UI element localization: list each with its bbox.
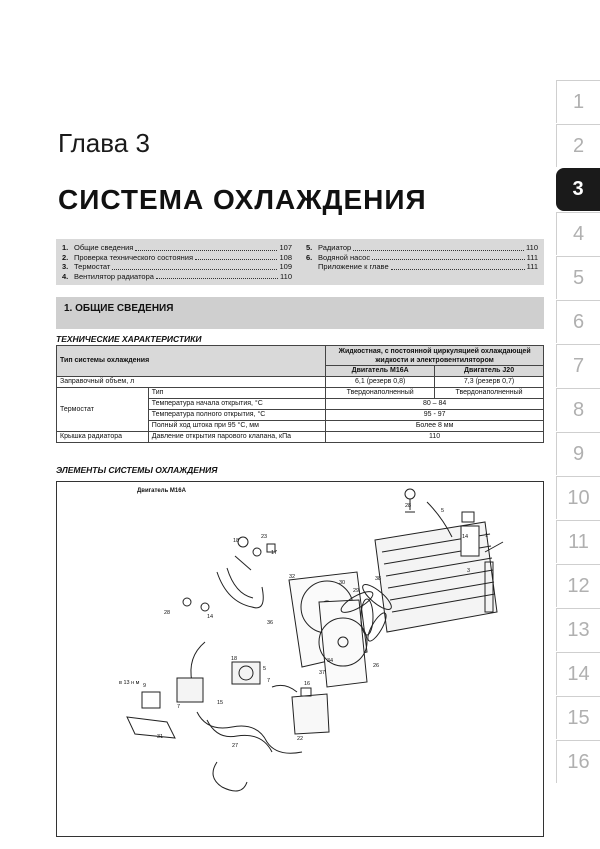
svg-text:30: 30: [339, 580, 346, 586]
contents-label: Общие сведения: [74, 243, 134, 252]
table-cell: Твердонаполненный: [435, 388, 544, 399]
table-cell: Тип: [148, 388, 325, 399]
table-cell: 80 – 84: [326, 399, 544, 410]
contents-item[interactable]: [306, 262, 538, 272]
tab-3[interactable]: 3: [556, 168, 600, 211]
contents-number: 5.: [306, 243, 313, 252]
cooling-system-diagram: [56, 481, 544, 837]
svg-text:37: 37: [319, 670, 326, 676]
svg-text:16: 16: [304, 681, 311, 687]
svg-text:18: 18: [233, 538, 240, 544]
table-cell: Крышка радиатора: [57, 432, 149, 443]
contents-number: 4.: [62, 271, 69, 281]
table-cell: 7,3 (резерв 0,7): [435, 377, 544, 388]
svg-text:28: 28: [405, 503, 412, 509]
table-cell: Давление открытия парового клапана, кПа: [148, 432, 325, 443]
contents-label: Вентилятор радиатора: [74, 271, 154, 281]
tab-6[interactable]: 6: [556, 300, 600, 343]
svg-text:29: 29: [353, 588, 360, 594]
svg-text:5: 5: [441, 508, 445, 514]
dot-leader: [135, 243, 277, 251]
svg-text:14: 14: [462, 534, 469, 540]
contents-item[interactable]: [62, 253, 292, 263]
contents-number: 6.: [306, 252, 313, 262]
contents-item[interactable]: [62, 262, 292, 272]
dot-leader: [156, 272, 278, 280]
contents-page: 111: [526, 262, 538, 271]
svg-text:5: 5: [263, 666, 267, 672]
contents-page: 110: [280, 271, 292, 281]
contents-page: 109: [279, 262, 292, 271]
contents-right-column: [306, 243, 538, 272]
elements-heading: ЭЛЕМЕНТЫ СИСТЕМЫ ОХЛАЖДЕНИЯ: [56, 465, 218, 475]
tab-10[interactable]: 10: [556, 476, 600, 519]
table-header-cell: Двигатель M16A: [326, 366, 435, 377]
contents-number: 1.: [62, 243, 69, 252]
contents-page: 110: [526, 243, 538, 252]
diagram-engine-label: Двигатель M16A: [137, 488, 186, 494]
contents-label: Водяной насос: [318, 252, 371, 262]
dot-leader: [372, 253, 524, 261]
contents-item[interactable]: [306, 243, 538, 253]
table-row: [57, 346, 544, 366]
svg-text:31: 31: [157, 734, 164, 740]
svg-text:9: 9: [143, 683, 147, 689]
specs-heading: ТЕХНИЧЕСКИЕ ХАРАКТЕРИСТИКИ: [56, 334, 202, 344]
svg-text:17: 17: [271, 550, 278, 556]
table-cell: 95 - 97: [326, 410, 544, 421]
svg-text:22: 22: [297, 736, 304, 742]
svg-text:34: 34: [327, 658, 334, 664]
chapter-tabs: [556, 80, 600, 800]
water-pump-shape: [127, 662, 260, 738]
svg-text:14: 14: [207, 614, 214, 620]
svg-text:28: 28: [164, 610, 171, 616]
table-header-cell: Тип системы охлаждения: [57, 346, 326, 377]
reservoir-tank-shape: [272, 685, 329, 734]
contents-label: Проверка технического состояния: [74, 252, 194, 262]
specs-table: [56, 345, 544, 443]
tab-4[interactable]: 4: [556, 212, 600, 255]
table-row: [57, 377, 544, 388]
svg-text:38: 38: [375, 576, 382, 582]
svg-text:26: 26: [373, 663, 380, 669]
contents-box: [56, 239, 544, 285]
svg-text:7: 7: [267, 678, 271, 684]
table-cell: Заправочный объем, л: [57, 377, 326, 388]
svg-text:в 13 н м: в 13 н м: [119, 680, 140, 686]
svg-text:32: 32: [289, 574, 296, 580]
dot-leader: [195, 253, 277, 261]
tab-15[interactable]: 15: [556, 696, 600, 739]
tab-14[interactable]: 14: [556, 652, 600, 695]
tab-9[interactable]: 9: [556, 432, 600, 475]
tab-2[interactable]: 2: [556, 124, 600, 167]
contents-label: Приложение к главе: [318, 262, 389, 271]
chapter-heading: Глава 3: [58, 128, 150, 158]
svg-text:15: 15: [217, 700, 224, 706]
contents-number: 2.: [62, 252, 69, 262]
contents-number: 3.: [62, 262, 69, 271]
svg-text:3: 3: [467, 568, 471, 574]
table-cell: Более 8 мм: [326, 421, 544, 432]
dot-leader: [353, 243, 524, 251]
svg-text:7: 7: [177, 704, 181, 710]
contents-label: Термостат: [74, 262, 111, 271]
tab-1[interactable]: 1: [556, 80, 600, 123]
svg-text:18: 18: [231, 656, 238, 662]
table-row: [57, 388, 544, 399]
table-cell: Твердонаполненный: [326, 388, 435, 399]
contents-number: [306, 262, 318, 272]
table-row: [57, 432, 544, 443]
tab-11[interactable]: 11: [556, 520, 600, 563]
radiator-shape: [375, 522, 503, 632]
table-cell: Термостат: [57, 388, 149, 432]
dot-leader: [391, 262, 525, 270]
section-heading: 1. ОБЩИЕ СВЕДЕНИЯ: [56, 297, 544, 329]
contents-item[interactable]: [62, 243, 292, 253]
contents-item[interactable]: [306, 253, 538, 263]
tab-8[interactable]: 8: [556, 388, 600, 431]
table-cell: 110: [326, 432, 544, 443]
contents-left-column: [62, 243, 292, 281]
svg-text:36: 36: [267, 620, 274, 626]
page-title: СИСТЕМА ОХЛАЖДЕНИЯ: [58, 184, 427, 215]
svg-text:23: 23: [261, 534, 268, 540]
tab-5[interactable]: 5: [556, 256, 600, 299]
exploded-view-drawing: [57, 482, 545, 838]
contents-page: 107: [279, 243, 292, 252]
svg-text:27: 27: [232, 743, 239, 749]
tab-13[interactable]: 13: [556, 608, 600, 651]
contents-item[interactable]: [62, 272, 292, 282]
tab-16[interactable]: 16: [556, 740, 600, 783]
table-header-cell: Жидкостная, с постоянной циркуляцией охлаждающей жидкости и электровентилятором: [326, 346, 544, 366]
contents-label: Радиатор: [318, 243, 352, 252]
contents-page: 111: [526, 252, 538, 262]
tab-7[interactable]: 7: [556, 344, 600, 387]
contents-page: 108: [279, 252, 292, 262]
table-cell: Температура полного открытия, °С: [148, 410, 325, 421]
tab-12[interactable]: 12: [556, 564, 600, 607]
table-header-cell: Двигатель J20: [435, 366, 544, 377]
table-cell: 6,1 (резерв 0,8): [326, 377, 435, 388]
table-cell: Полный ход штока при 95 °С, мм: [148, 421, 325, 432]
svg-text:1: 1: [485, 533, 489, 539]
table-cell: Температура начала открытия, °С: [148, 399, 325, 410]
dot-leader: [112, 262, 277, 270]
